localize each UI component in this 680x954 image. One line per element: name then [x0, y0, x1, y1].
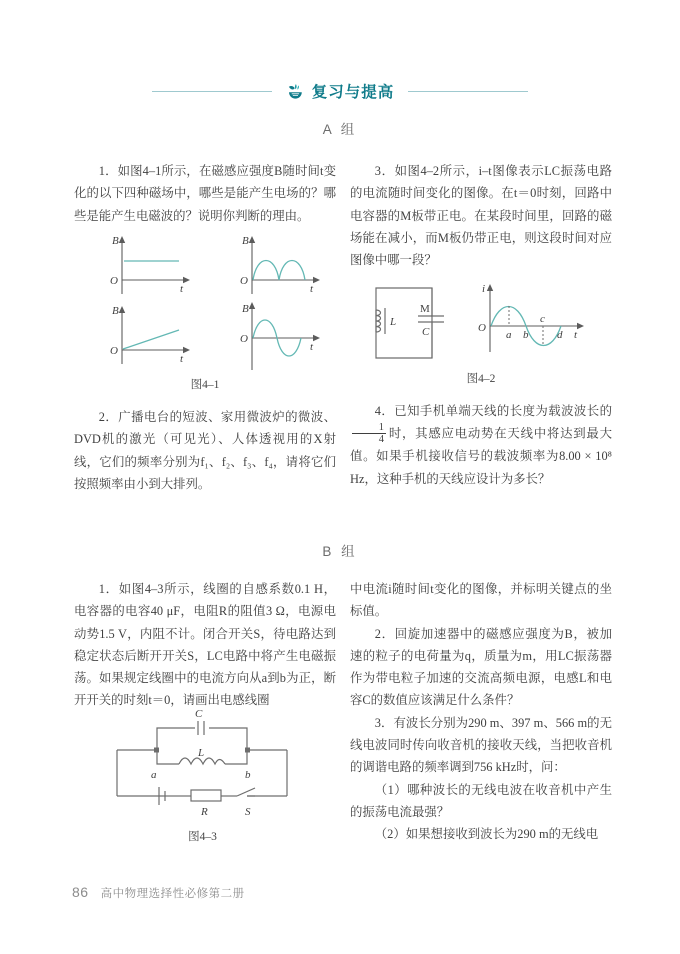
- svg-text:t: t: [310, 283, 314, 295]
- svg-text:O: O: [110, 345, 118, 357]
- svg-text:a: a: [151, 769, 157, 781]
- svg-text:a: a: [506, 329, 512, 341]
- section-label-b: B 组: [322, 544, 358, 559]
- figure-4-1: [74, 232, 336, 392]
- figure-4-3-caption: 图4–3: [188, 831, 217, 843]
- question-a2: 2．广播电台的短波、家用微波炉的微波、DVD机的激光（可见光）、人体透视用的X射线，它们的频率分别为f₁、f₂、f₃、f₄，请将它们按照频率由小到大排列。: [74, 410, 336, 491]
- question-a4-part2: 时，其感应电动势在天线中将达到最大值。如果手机接收信号的载波频率为8.00 × 10⁸ Hz，这种手机的天线应设计为多长？: [350, 426, 612, 486]
- panel-rectified-sine: [240, 235, 320, 295]
- fraction-denominator: 4: [352, 433, 386, 445]
- svg-text:O: O: [110, 275, 118, 287]
- question-b3-part1: （1）哪种波长的无线电波在收音机中产生的振荡电流最强？: [350, 782, 612, 819]
- svg-text:d: d: [557, 329, 563, 341]
- header-rule-right: [408, 91, 528, 92]
- question-a1: 1．如图4–1所示，在磁感应强度B随时间t变化的以下四种磁场中，哪些是能产生电场的？哪些是能产生电磁波的？说明你判断的理由。: [74, 164, 336, 223]
- svg-text:O: O: [240, 333, 248, 345]
- lc-circuit: [376, 288, 444, 358]
- svg-text:M: M: [420, 303, 430, 315]
- lotus-leaf-logo-icon: [286, 82, 305, 101]
- fraction-numerator: 1: [378, 422, 385, 434]
- svg-text:t: t: [180, 353, 184, 365]
- figure-4-2-drawing: [352, 282, 610, 368]
- section-label-a: A 组: [322, 122, 358, 137]
- question-a4: [350, 400, 612, 490]
- svg-text:L: L: [198, 747, 205, 759]
- question-b1-continued: 中电流i随时间t变化的图像，并标明关键点的坐标值。: [350, 582, 612, 619]
- svg-text:B: B: [242, 303, 249, 315]
- svg-text:t: t: [574, 329, 578, 341]
- header-badge: [286, 80, 395, 102]
- svg-text:c: c: [540, 313, 545, 325]
- svg-text:i: i: [482, 283, 486, 295]
- question-a4-part1: 4．已知手机单端天线的长度为载波波长的: [374, 404, 612, 418]
- svg-text:S: S: [245, 806, 251, 818]
- svg-text:L: L: [390, 316, 397, 328]
- svg-text:t: t: [180, 283, 184, 295]
- group-b-left-column: [74, 578, 336, 712]
- svg-text:b: b: [523, 329, 529, 341]
- panel-constant: [110, 235, 190, 295]
- figure-4-1-caption: 图4–1: [190, 379, 220, 391]
- group-a-left-column: [74, 160, 336, 227]
- svg-text:t: t: [310, 341, 314, 353]
- svg-text:B: B: [112, 235, 119, 247]
- svg-text:b: b: [245, 769, 251, 781]
- book-title: 高中物理选择性必修第二册: [100, 888, 245, 900]
- svg-text:O: O: [240, 275, 248, 287]
- figure-4-3: [95, 708, 310, 844]
- header-rule-left: [152, 91, 272, 92]
- question-b3: 3．有波长分别为290 m、397 m、566 m的无线电波同时传向收音机的接收天线，当把收音机的调谐电路的频率调到756 kHz时，问：: [350, 715, 612, 775]
- svg-text:B: B: [112, 305, 119, 317]
- group-a-right-column: [350, 160, 612, 271]
- group-a-right-column-continued: [350, 400, 612, 490]
- fraction-one-quarter: [352, 422, 386, 445]
- page-footer: [72, 884, 245, 901]
- page-header: [60, 78, 620, 104]
- page-number: 86: [72, 884, 89, 900]
- svg-text:B: B: [242, 235, 249, 247]
- question-b3-part2: （2）如果想接收到波长为290 m的无线电: [374, 827, 599, 842]
- svg-text:C: C: [195, 708, 203, 720]
- svg-text:C: C: [422, 326, 430, 338]
- question-a3: 3．如图4–2所示，i–t图像表示LC振荡电路的电流随时间变化的图像。在t＝0时刻，回路中电容器的M板带正电。在某段时间里，回路的磁场能在减小，而M板仍带正电，则这段时间对应图像中哪一段？: [350, 164, 612, 268]
- figure-4-2: [352, 282, 610, 386]
- it-graph: [478, 283, 584, 352]
- svg-text:R: R: [201, 806, 208, 818]
- figure-4-3-circuit: [95, 708, 310, 826]
- group-b-right-column: [350, 578, 612, 846]
- question-b2: 2．回旋加速器中的磁感应强度为B，被加速的粒子的电荷量为q，质量为m，用LC振荡器作为带电粒子加速的交流高频电源，电感L和电容C的数值应该满足什么条件？: [350, 626, 612, 708]
- panel-sine: [240, 302, 320, 370]
- panel-linear-ramp: [110, 305, 190, 365]
- svg-text:O: O: [478, 322, 486, 334]
- group-a-left-column-continued: [74, 406, 336, 495]
- figure-4-2-caption: 图4–2: [466, 373, 496, 385]
- figure-4-1-graphs: [74, 232, 336, 374]
- header-title: 复习与提高: [311, 84, 395, 101]
- question-b1: 1．如图4–3所示，线圈的自感系数0.1 H，电容器的电容40 μF，电阻R的阻值3 Ω，电源电动势1.5 V，内阻不计。闭合开关S，待电路达到稳定状态后断开开关S，LC电路中将产生电磁振荡。如果规定线圈中的电流方向从a到b为正，断开开关的时刻t＝0，请画出电感线圈: [74, 582, 336, 708]
